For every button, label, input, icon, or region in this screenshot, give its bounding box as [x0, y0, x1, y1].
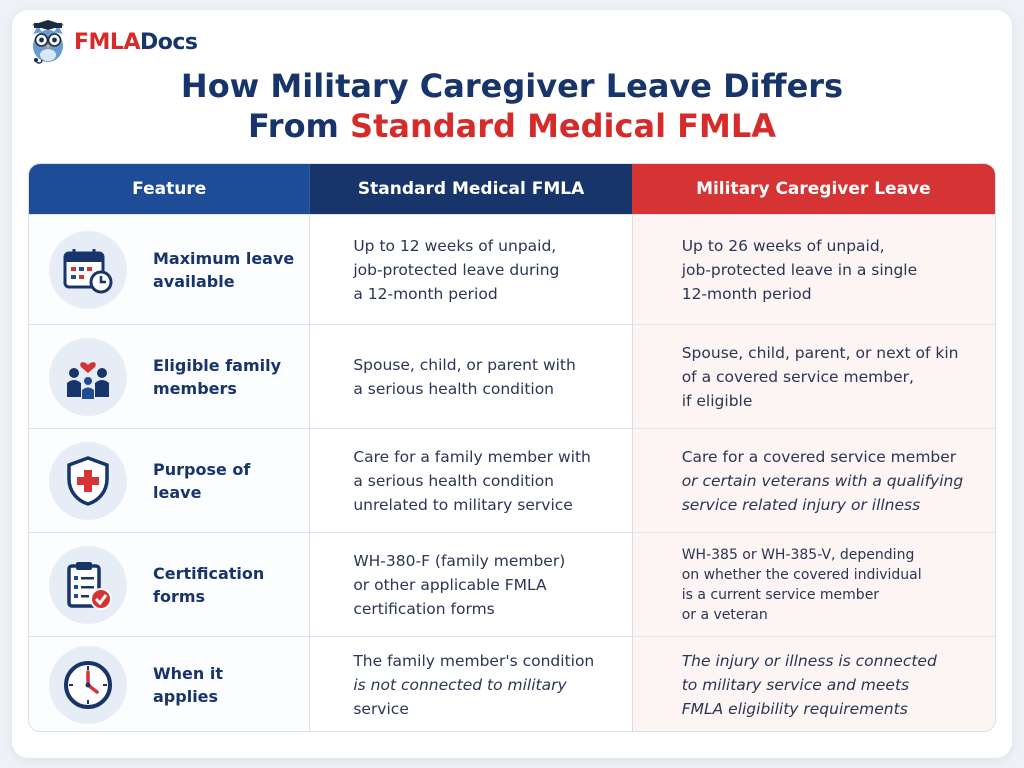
- comparison-table: [28, 163, 996, 732]
- title-accent: Standard Medical FMLA: [350, 107, 777, 145]
- standard-cell: [309, 637, 631, 732]
- standard-text: [353, 234, 559, 306]
- feature-line: Purpose of: [153, 459, 251, 479]
- text-line: Care for a family member with: [353, 447, 591, 466]
- brand-fmla: FMLA: [74, 29, 140, 55]
- title-prefix: From: [247, 107, 351, 145]
- standard-cell: [309, 325, 631, 428]
- table-header: [29, 164, 995, 214]
- standard-cell: [309, 215, 631, 324]
- text-line: service related injury or illness: [681, 495, 921, 514]
- owl-mascot-icon: [28, 20, 68, 64]
- military-text: [682, 545, 922, 625]
- text-line: WH-385 or WH-385-V, depending: [681, 546, 915, 563]
- header-military: Military Caregiver Leave: [632, 164, 995, 214]
- standard-text: [353, 445, 591, 517]
- page-title: [0, 66, 1024, 146]
- military-text: [682, 341, 959, 413]
- feature-line: Maximum leave: [153, 248, 295, 268]
- text-line: a 12-month period: [353, 284, 498, 303]
- text-line: service: [353, 700, 409, 718]
- standard-cell: [309, 429, 631, 532]
- feature-cell: [29, 325, 309, 428]
- feature-line: applies: [153, 687, 219, 706]
- text-line: job-protected leave in a single: [681, 260, 918, 279]
- feature-cell: [29, 429, 309, 532]
- text-line: to military service and meets: [681, 676, 910, 694]
- table-row: [29, 428, 995, 532]
- military-text: [682, 649, 937, 721]
- military-cell: [632, 325, 995, 428]
- military-text: [682, 234, 917, 306]
- military-cell: [632, 637, 995, 732]
- header-feature: Feature: [29, 164, 309, 214]
- text-line: a serious health condition: [353, 471, 555, 490]
- feature-line: Certification: [153, 563, 265, 583]
- feature-label: [153, 562, 293, 608]
- table-row: [29, 532, 995, 636]
- text-line: FMLA eligibility requirements: [681, 700, 908, 718]
- standard-text: [353, 353, 576, 401]
- military-cell: [632, 533, 995, 636]
- title-line-2: [0, 106, 1024, 146]
- feature-line: leave: [153, 482, 202, 502]
- feature-label: [153, 662, 293, 708]
- text-line: Spouse, child, or parent with: [353, 355, 576, 374]
- feature-line: Eligible family: [153, 355, 282, 375]
- feature-label: [153, 247, 293, 293]
- clock-icon: [49, 646, 127, 724]
- text-line: The injury or illness is connected: [681, 652, 937, 670]
- title-line-1: How Military Caregiver Leave Differs: [180, 67, 844, 105]
- text-line: or certain veterans with a qualifying: [681, 471, 964, 490]
- table-row: [29, 636, 995, 732]
- clipboard-check-icon: [49, 546, 127, 624]
- family-heart-icon: [49, 338, 127, 416]
- military-cell: [632, 429, 995, 532]
- text-line: is a current service member: [681, 586, 880, 603]
- text-line: on whether the covered individual: [681, 566, 922, 583]
- text-line: The family member's condition: [353, 652, 595, 670]
- standard-text: [353, 549, 565, 621]
- text-line: of a covered service member,: [681, 367, 914, 386]
- text-line: Up to 26 weeks of unpaid,: [681, 236, 885, 255]
- text-line: job-protected leave during: [353, 260, 560, 279]
- military-cell: [632, 215, 995, 324]
- feature-line: available: [153, 271, 235, 291]
- standard-cell: [309, 533, 631, 636]
- logo: [28, 20, 197, 64]
- brand-docs: Docs: [139, 29, 198, 55]
- feature-line: When it: [153, 664, 223, 683]
- text-line: unrelated to military service: [353, 495, 573, 514]
- text-line: Spouse, child, parent, or next of kin: [681, 343, 959, 362]
- text-line: a serious health condition: [353, 379, 555, 398]
- shield-cross-icon: [49, 442, 127, 520]
- text-line: if eligible: [681, 391, 753, 410]
- text-line: Care for a covered service member: [681, 447, 957, 466]
- military-text: [682, 445, 963, 517]
- text-line: WH-380-F (family member): [353, 551, 566, 570]
- text-line: or other applicable FMLA: [353, 575, 547, 594]
- feature-line: members: [153, 378, 237, 398]
- table-row: [29, 214, 995, 324]
- feature-label: [153, 458, 293, 504]
- text-line: Up to 12 weeks of unpaid,: [353, 236, 557, 255]
- text-line: is not connected to military: [353, 676, 567, 694]
- calendar-clock-icon: [49, 231, 127, 309]
- table-row: [29, 324, 995, 428]
- text-line: or a veteran: [681, 606, 768, 623]
- standard-text: [353, 649, 594, 721]
- header-standard: Standard Medical FMLA: [309, 164, 631, 214]
- text-line: certification forms: [353, 599, 495, 618]
- text-line: 12-month period: [681, 284, 812, 303]
- feature-cell: [29, 533, 309, 636]
- feature-line: forms: [153, 586, 206, 606]
- feature-label: [153, 354, 293, 400]
- feature-cell: [29, 215, 309, 324]
- feature-cell: [29, 637, 309, 732]
